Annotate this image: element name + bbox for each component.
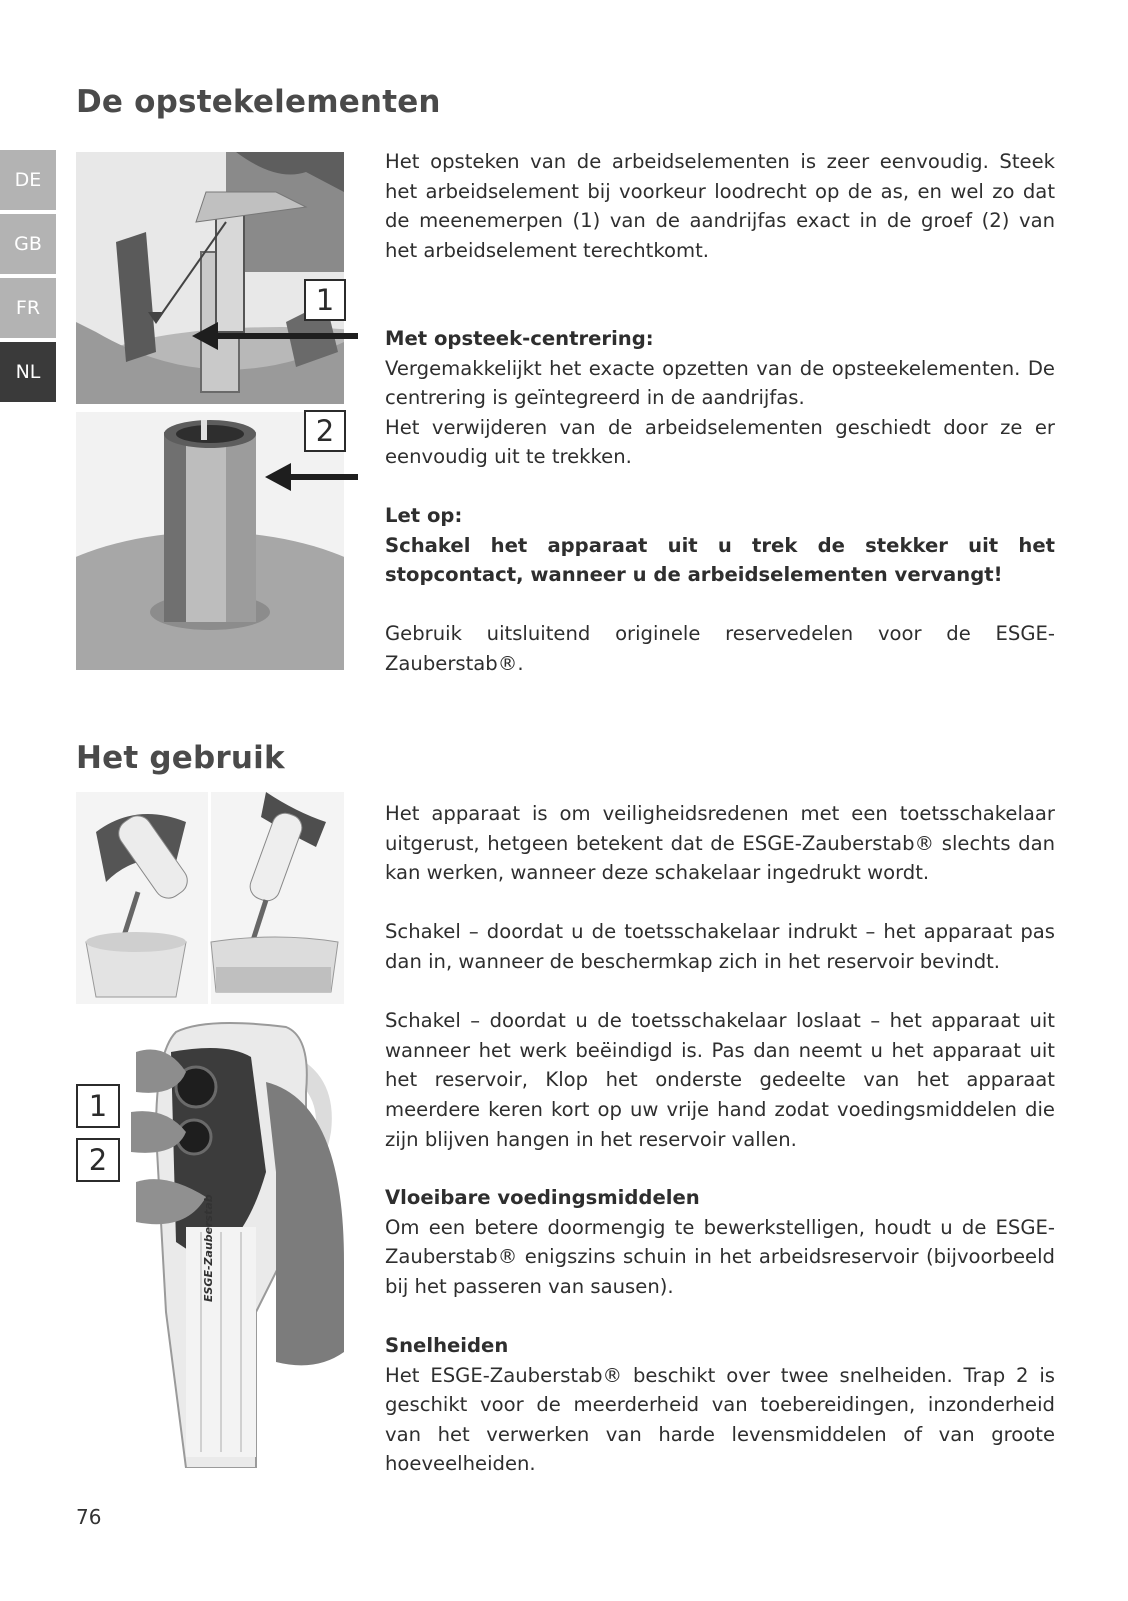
centering-text [385, 324, 1055, 472]
section-title-attach: De opstekelementen [76, 84, 441, 120]
callout-2-usage: 2 [76, 1138, 120, 1182]
photo-blade-attach [76, 152, 344, 404]
arrow-icon [192, 322, 358, 350]
callout-1-usage: 1 [76, 1084, 120, 1128]
liquid-heading: Vloeibare voedingsmiddelen [385, 1186, 700, 1209]
callout-2-attach: 2 [304, 410, 346, 452]
callout-1-attach: 1 [304, 279, 346, 321]
usage-paragraph-3: Schakel – doordat u de toetsschakelaar loslaat – het apparaat uit wanneer het werk beëindigd is. Pas dan neemt u het apparaat uit het reservoir, Klop het onderste gedeelte van het apparaat meerdere keren kort op uw vrije hand zodat voedingsmiddelen die zijn blijven hangen in het reservoir vallen. [385, 1009, 1055, 1151]
speed-heading: Snelheiden [385, 1334, 509, 1357]
warning-text [385, 501, 1055, 590]
usage-paragraph-1: Het apparaat is om veiligheidsredenen met een toetsschakelaar uitgerust, hetgeen betekent dat de ESGE-Zauberstab® slechts dan kan werken, wanneer deze schakelaar ingedrukt wordt. [385, 802, 1055, 885]
warning-heading: Let op: [385, 504, 463, 527]
language-tabs [0, 150, 56, 406]
usage-paragraph-2: Schakel – doordat u de toetsschakelaar indrukt – het apparaat pas dan in, wanneer de beschermkap zich in het reservoir bevindt. [385, 920, 1055, 973]
warning-body: Schakel het apparaat uit u trek de stekker uit het stopcontact, wanneer u de arbeidselementen vervangt! [385, 533, 1055, 587]
tab-gb[interactable]: GB [0, 214, 56, 274]
centering-line-2: Het verwijderen van de arbeidselementen geschiedt door ze er eenvoudig uit te trekken. [385, 415, 1055, 469]
attach-text [385, 147, 1055, 265]
section-title-usage: Het gebruik [76, 740, 285, 776]
spare-parts-text [385, 619, 1055, 678]
attach-paragraph: Het opsteken van de arbeidselementen is zeer eenvoudig. Steek het arbeidselement bij voorkeur loodrecht op de as, en wel zo dat de meenemerpen (1) van de aandrijfas exact in de groef (2) van het arbeidselement terechtkomt. [385, 150, 1055, 262]
photo-blender-use [76, 792, 344, 1004]
centering-line-1: Vergemakkelijkt het exacte opzetten van de opsteekelementen. De centrering is geïntegreerd in de aandrijfas. [385, 356, 1055, 410]
brand-label: ESGE-Zauberstab [202, 1194, 215, 1302]
centering-heading: Met opsteek-centrering: [385, 327, 654, 350]
tab-fr[interactable]: FR [0, 278, 56, 338]
speed-body: Het ESGE-Zauberstab® beschikt over twee snelheiden. Trap 2 is geschikt voor de meerderheid van toebereidingen, inzonderheid van het verwerken van harde levensmiddelen of van groote hoeveelheiden. [385, 1363, 1055, 1476]
speed-text [385, 1331, 1055, 1479]
arrow-icon [265, 462, 358, 492]
spare-parts-paragraph: Gebruik uitsluitend originele reservedelen voor de ESGE-Zauberstab®. [385, 622, 1055, 675]
tab-nl[interactable]: NL [0, 342, 56, 402]
page-number: 76 [76, 1505, 102, 1529]
usage-text [385, 799, 1055, 1154]
photo-blender-buttons [76, 1012, 344, 1468]
tab-de[interactable]: DE [0, 150, 56, 210]
liquid-text [385, 1183, 1055, 1301]
liquid-body: Om een betere doormengig te bewerkstelligen, houdt u de ESGE-Zauberstab® enigszins schuin in het arbeidsreservoir (bijvoorbeeld bij het passeren van sausen). [385, 1215, 1055, 1298]
